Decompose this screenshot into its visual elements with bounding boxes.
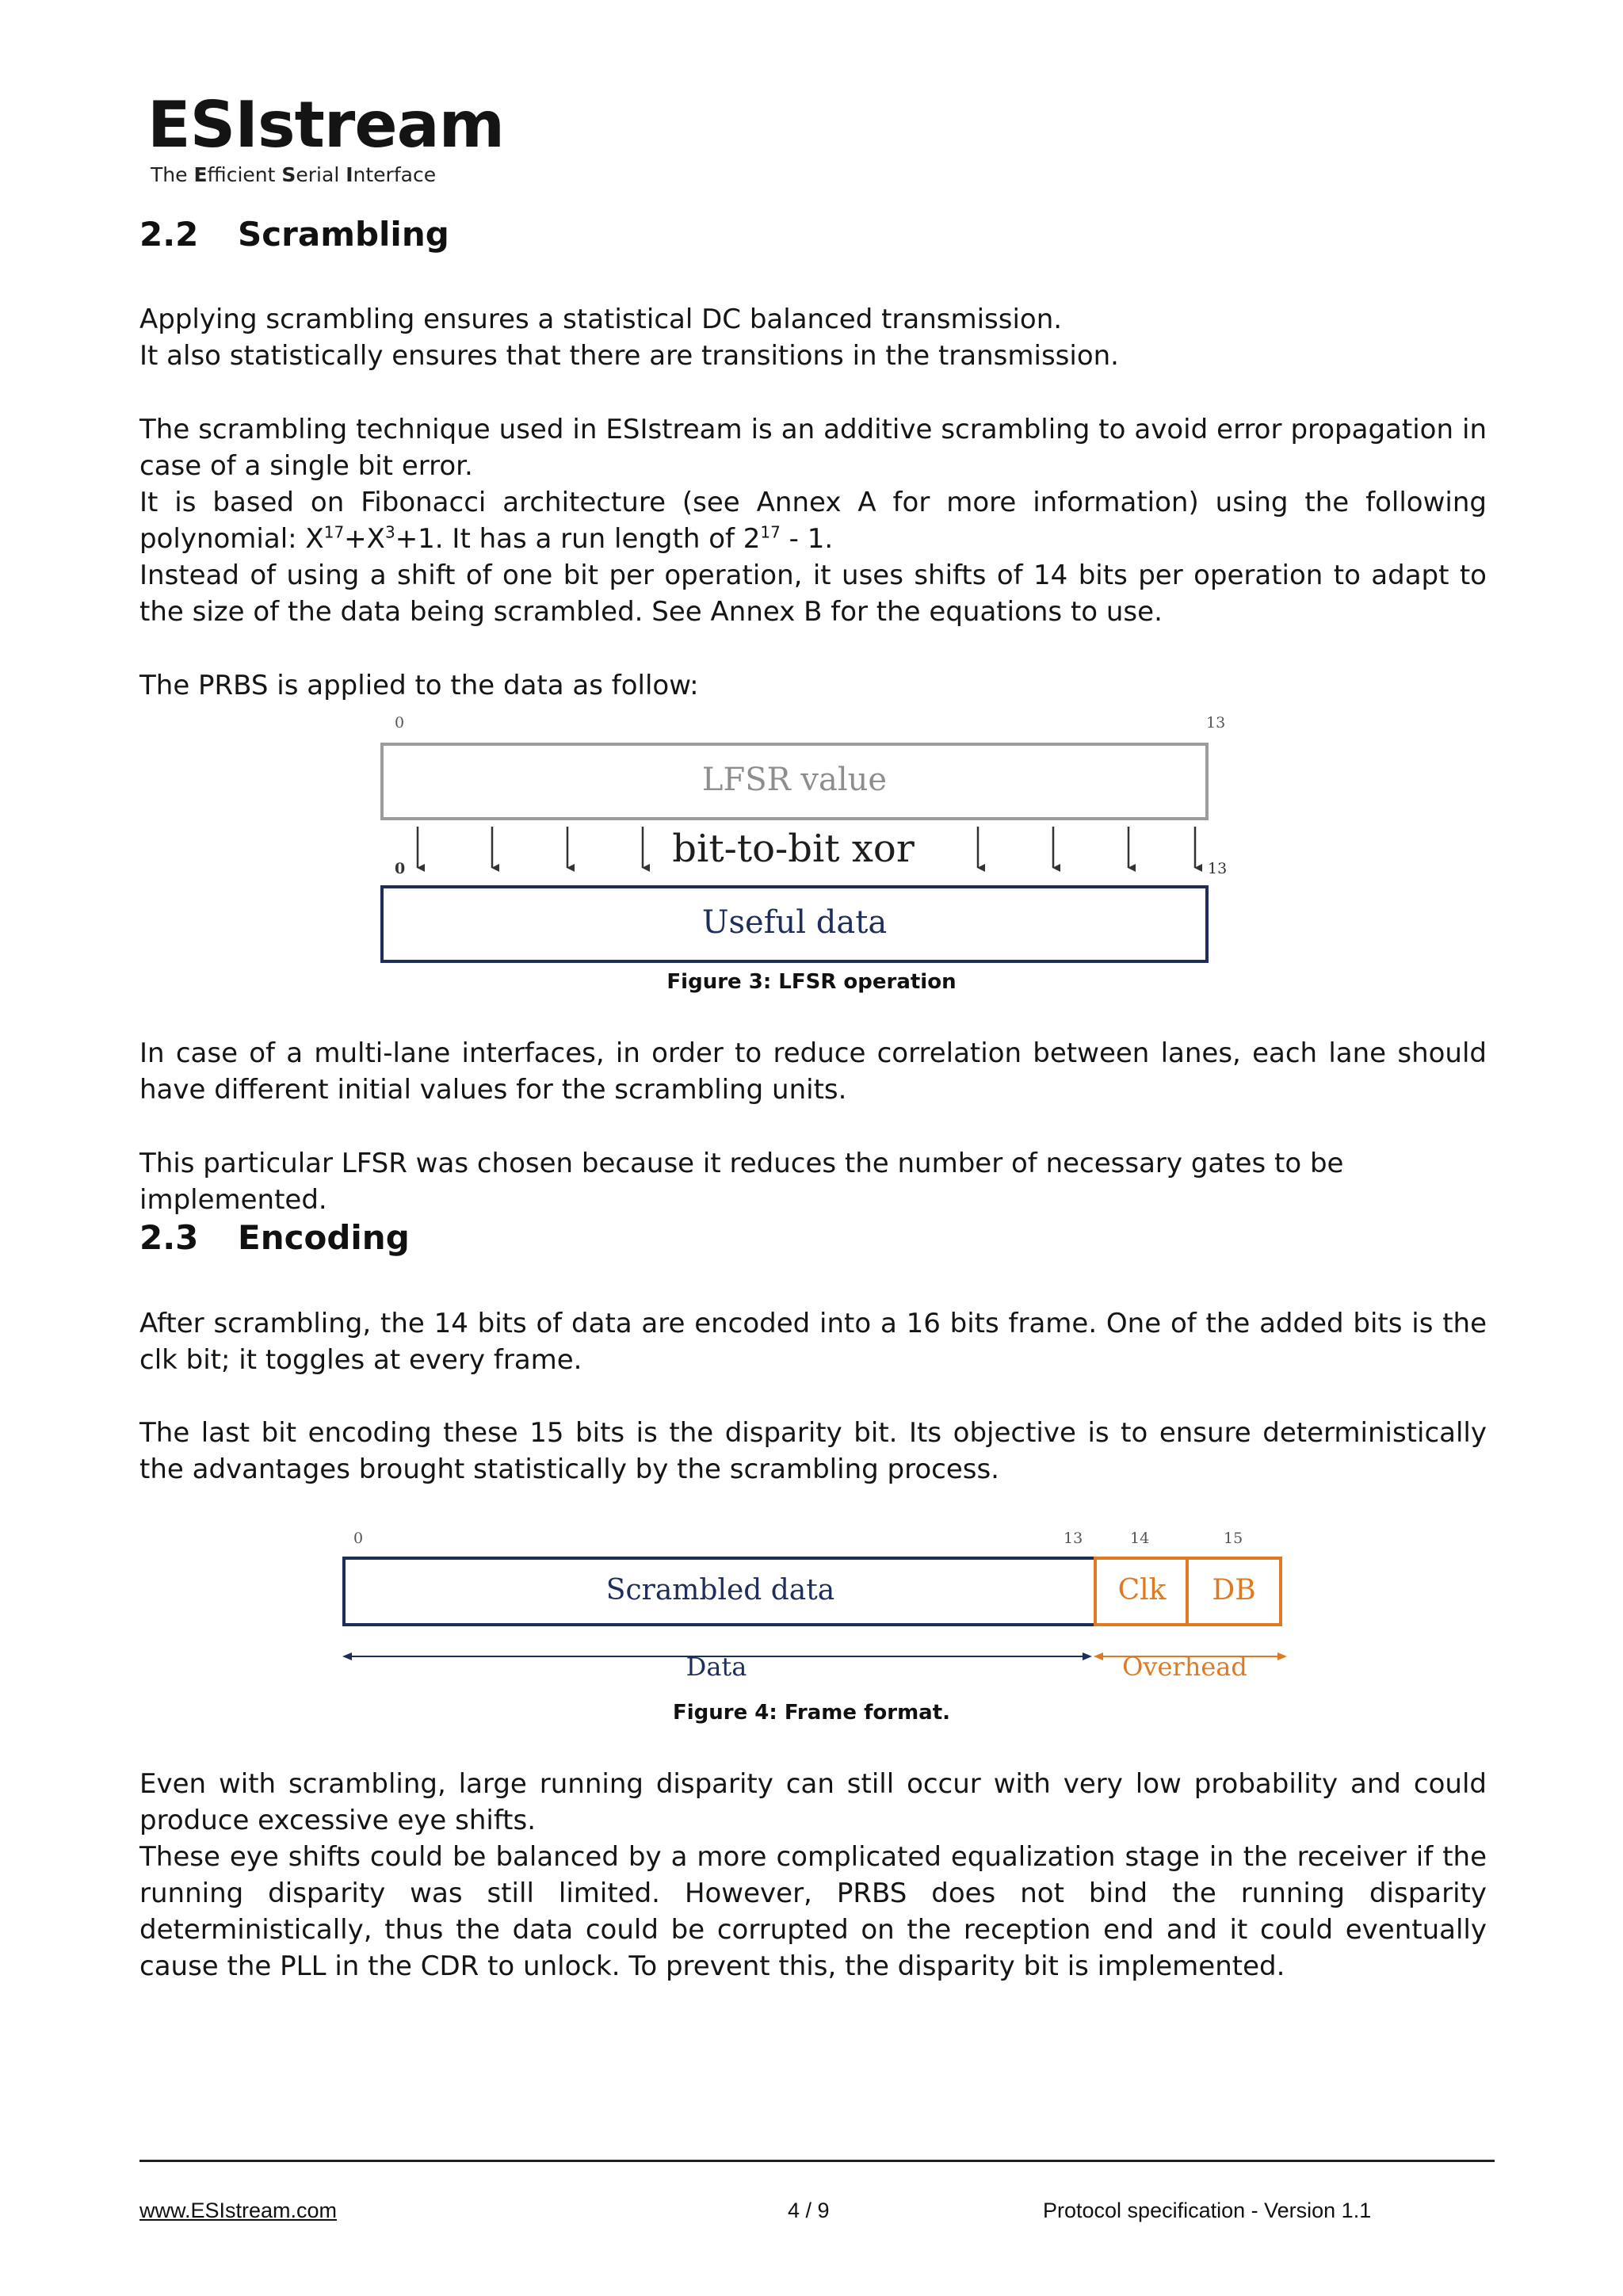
figure-lfsr-operation [379,709,1251,971]
right-arrow-icon [1277,1652,1287,1660]
lfsr-value-label: LFSR value [701,762,888,798]
scrambled-data-box [342,1557,1098,1626]
section-title: Encoding [238,1218,410,1257]
bit-index-label: 13 [1064,1530,1083,1547]
logo-tagline: The Efficient Serial Interface [151,163,437,186]
paragraph-running-disparity [139,1766,1487,1985]
paragraph-scrambling-technique [139,411,1487,630]
scrambled-data-label: Scrambled data [605,1574,835,1606]
useful-data-box [380,885,1209,963]
data-span-label: Data [685,1652,747,1682]
bit-index-label: 13 [1208,860,1228,877]
footer-website-link[interactable]: www.ESIstream.com [139,2199,338,2222]
paragraph-prbs [139,667,1487,704]
bit-index-label: 0 [395,860,406,877]
figure-caption: Figure 3: LFSR operation [666,970,957,994]
lfsr-value-box [380,743,1209,820]
bit-index-label: 0 [353,1530,364,1547]
paragraph-disparity [139,1415,1487,1488]
text-line: Even with scrambling, large running disparity can still occur with very low probability and could produce excessive eye shifts. [139,1768,1487,1836]
bit-index-label: 14 [1130,1530,1150,1547]
text-line: This particular LFSR was chosen because it reduces the number of necessary gates to be implemented. [139,1148,1344,1216]
figure-caption: Figure 4: Frame format. [672,1701,951,1725]
section-title: Scrambling [238,215,449,254]
page-number: 4 / 9 [788,2199,830,2222]
clk-label: Clk [1117,1574,1167,1606]
xor-label: bit-to-bit xor [672,827,915,871]
text-line: In case of a multi-lane interfaces, in order to reduce correlation between lanes, each lane should have different initial values for the scrambling units. [139,1037,1487,1106]
text-line: It also statistically ensures that there are transitions in the transmission. [139,340,1119,372]
clk-bit-box [1094,1557,1190,1626]
section-number: 2.3 [139,1218,199,1257]
paragraph-multilane [139,1035,1487,1108]
disparity-bit-box [1186,1557,1282,1626]
overhead-span-label: Overhead [1122,1652,1247,1682]
document-version: Protocol specification - Version 1.1 [1043,2199,1372,2222]
logo-title: ESIstream [147,88,504,162]
paragraph-lfsr-choice [139,1145,1487,1218]
paragraph-encoding [139,1305,1487,1378]
text-line: It is based on Fibonacci architecture (see Annex A for more information) using the following polynomial: $X^{17}+X^3+1$. It has a run length of $2^{17} - 1$. [139,487,1487,555]
useful-data-label: Useful data [701,904,888,941]
text-line: Applying scrambling ensures a statistical DC balanced transmission. [139,304,1063,335]
text-line: The last bit encoding these 15 bits is the disparity bit. Its objective is to ensure deterministically the advantages brought statistically by the scrambling process. [139,1417,1487,1485]
figure-frame-format [341,1530,1292,1688]
section-number: 2.2 [139,215,199,254]
footer-divider [139,2160,1495,2162]
bit-index-label: 15 [1224,1530,1243,1547]
text-line: The PRBS is applied to the data as follow: [139,670,699,701]
bit-index-label: 13 [1206,714,1226,732]
text-line: The scrambling technique used in ESIstream is an additive scrambling to avoid error propagation in case of a single bit error. [139,414,1487,482]
bit-index-label: 0 [395,714,405,732]
text-line: After scrambling, the 14 bits of data are encoded into a 16 bits frame. One of the added bits is the clk bit; it toggles at every frame. [139,1308,1487,1376]
section-heading-encoding [139,1218,410,1257]
text-line: These eye shifts could be balanced by a more complicated equalization stage in the receiver if the running disparity was still limited. However, PRBS does not bind the running disparity deterministically, thus the data could be corrupted on the reception end and it could eventually cause the PLL in the CDR to unlock. To prevent this, the disparity bit is implemented. [139,1841,1487,1982]
paragraph-scrambling-intro [139,301,1487,374]
section-heading-scrambling [139,215,449,254]
db-label: DB [1212,1574,1256,1606]
text-line: Instead of using a shift of one bit per operation, it uses shifts of 14 bits per operation to adapt to the size of the data being scrambled. See Annex B for the equations to use. [139,560,1487,628]
